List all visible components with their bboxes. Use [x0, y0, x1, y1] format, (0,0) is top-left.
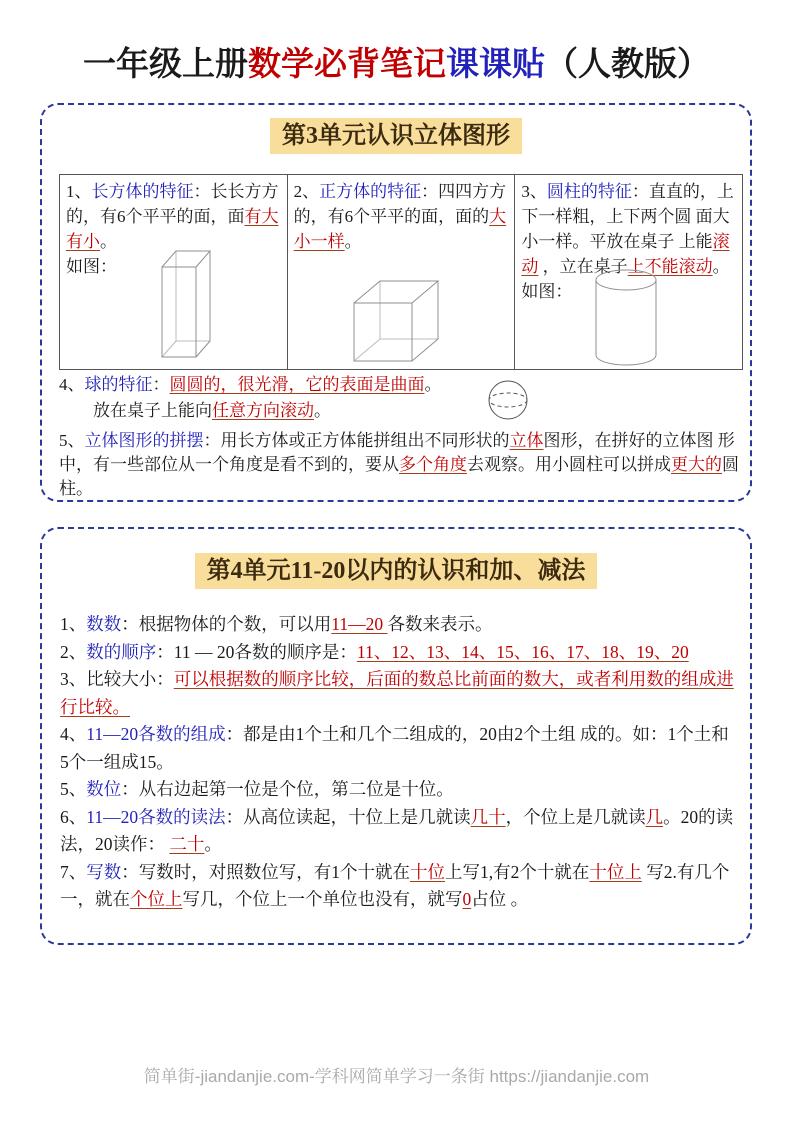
sphere-figure-wrap: [487, 379, 529, 426]
cube-text: 2、正方体的特征：四四方方的，有6个平平的面，面的大小一样。: [293, 182, 507, 251]
section-unit4: [40, 527, 752, 945]
item-place-value: 5、数位：从右边起第一位是个位，第二位是十位。: [60, 779, 454, 799]
unit4-header-wrap: [42, 553, 750, 589]
item-comparing: 3、比较大小：可以根据数的顺序比较，后面的数总比前面的数大，或者利用数的组成进行比较。: [60, 669, 734, 717]
item-assembly: 5、立体图形的拼摆：用长方体或正方体能拼组出不同形状的立体图形，在拼好的立体图 形中，有一些部位从一个角度是看不到的，要从多个角度去观察。用小圆柱可以拼成更大的圆 柱。: [59, 431, 739, 498]
item-reading: 6、11—20各数的读法：从高位读起，十位上是几就读几十，个位上是几就读几。20的读法，20读作： 二十。: [60, 806, 734, 854]
section-unit3: [40, 103, 752, 502]
cuboid-figure: [152, 245, 214, 367]
item-counting: 1、数数：根据物体的个数，可以用11—20 各数来表示。: [60, 614, 493, 634]
table-cell-cube: [287, 175, 515, 369]
unit3-table: [59, 174, 743, 370]
unit3-items: [59, 373, 743, 501]
item-composition: 4、11—20各数的组成：都是由1个土和几个二组成的，20由2个土组 成的。如：1个土和5个一组成15。: [60, 724, 729, 772]
unit3-header: 第3单元认识立体图形: [270, 118, 522, 154]
item-sphere-line2: 放在桌子上能向任意方向滚动。: [93, 401, 331, 420]
page-title: 一年级上册数学必背笔记课课贴（人教版）: [83, 47, 710, 83]
unit3-header-wrap: [42, 118, 750, 154]
unit4-header: 第4单元11-20以内的认识和加、减法: [195, 553, 598, 589]
footer-watermark: 简单街-jiandanjie.com-学科网简单学习一条街 https://jiandanjie.com: [143, 1067, 650, 1086]
cuboid-caption: 如图：: [66, 257, 117, 276]
item-sphere-line1: 4、球的特征：圆圆的，很光滑，它的表面是曲面。: [59, 375, 442, 394]
item-writing: 7、写数：写数时，对照数位写，有1个十就在十位上写1,有2个十就在十位上 写2.有几个一，就在个位上写几，个位上一个单位也没有，就写0占位 。: [60, 861, 730, 909]
item-number-order: 2、数的顺序：11 — 20各数的顺序是：11、12、13、14、15、16、17、18、19、20: [60, 641, 689, 662]
cylinder-caption: 如图：: [521, 282, 573, 301]
table-cell-cuboid: [60, 175, 287, 369]
cube-figure: [346, 275, 442, 365]
cylinder-text: 3、圆柱的特征：直直的，上下一样粗，上下两个圆 面大小一样。平放在桌子 上能滚动 ，立在桌子上不能滚动。: [521, 182, 734, 276]
table-cell-cylinder: [514, 175, 742, 369]
sphere-figure: [487, 379, 529, 421]
cylinder-figure: [593, 267, 661, 369]
cuboid-text: 1、长方体的特征：长长方方 的，有6个平平的面，面有大有小。: [66, 182, 279, 251]
unit4-items: [60, 611, 734, 914]
